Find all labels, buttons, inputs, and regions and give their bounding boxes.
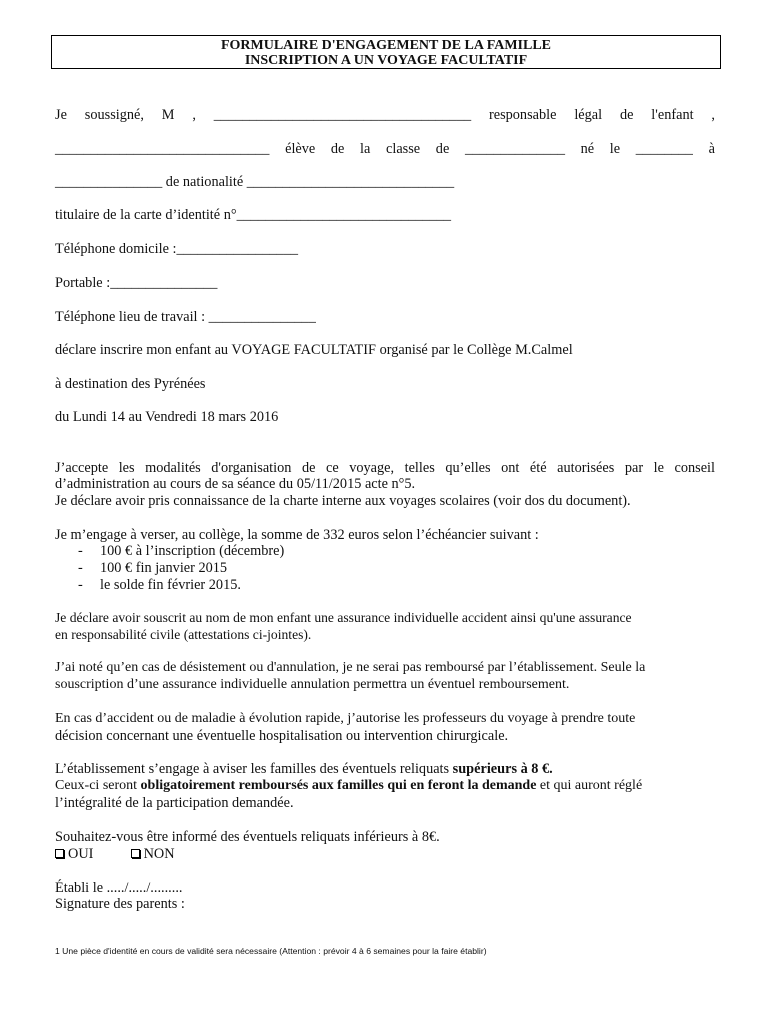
withdrawal-line-1: J’ai noté qu’en cas de désistement ou d'annulation, je ne serai pas remboursé par l’établissement. Seule la: [55, 660, 646, 675]
text-word: la: [360, 141, 371, 157]
option-no-label: NON: [143, 846, 175, 862]
text-word: ,: [192, 107, 196, 123]
text-word: classe: [386, 141, 421, 157]
list-dash: -: [78, 577, 83, 593]
payment-item-text: le solde fin février 2015.: [100, 577, 241, 593]
work-phone-line[interactable]: Téléphone lieu de travail : _______________: [55, 309, 316, 325]
text-word: de: [619, 107, 634, 123]
form-title-box: [51, 35, 721, 69]
option-yes-label: OUI: [68, 846, 94, 862]
accident-line-2: décision concernant une éventuelle hospitalisation ou intervention chirurgicale.: [55, 728, 509, 744]
text-word: M: [161, 107, 175, 123]
text-word: le: [609, 141, 621, 157]
payment-intro: Je m’engage à verser, au collège, la somme de 332 euros selon l’échéancier suivant :: [55, 527, 539, 543]
payment-item-text: 100 € à l’inscription (décembre): [100, 543, 285, 559]
id-card-line[interactable]: titulaire de la carte d’identité n°______________________________: [55, 207, 452, 223]
text-word: légal: [574, 107, 603, 123]
signature-line: Signature des parents :: [55, 896, 185, 912]
form-title: FORMULAIRE D'ENGAGEMENT DE LA FAMILLE: [220, 38, 552, 53]
refund-notice-line-2: [55, 778, 642, 794]
text-word: de: [330, 141, 345, 157]
refund-emphasis: obligatoirement remboursés aux familles qui en feront la demande: [140, 778, 537, 793]
withdrawal-line-2: souscription d’une assurance individuelle annulation permettra un éventuel remboursement.: [55, 677, 570, 692]
text-word: né: [580, 141, 595, 157]
refund-threshold: supérieurs à 8 €.: [452, 761, 553, 777]
refund-notice-line-3: l’intégralité de la participation demandée.: [55, 795, 294, 811]
text-word: Je: [55, 107, 67, 123]
nationality-line[interactable]: _______________ de nationalité _____________________________: [55, 174, 455, 190]
payment-item: [78, 543, 284, 559]
refund-text: L’établissement s’engage à aviser les familles des éventuels reliquats: [55, 761, 453, 777]
guardian-name-field[interactable]: ____________________________________: [213, 107, 472, 123]
list-dash: -: [78, 543, 83, 559]
text-word: à: [708, 141, 715, 157]
mobile-phone-line[interactable]: Portable :_______________: [55, 275, 218, 291]
text-word: responsable: [488, 107, 557, 123]
student-name-field[interactable]: ______________________________: [55, 141, 270, 157]
text-word: l'enfant: [651, 107, 694, 123]
guardian-name-line: [55, 107, 715, 123]
refund-text: Ceux-ci seront: [55, 778, 141, 793]
charter-line: Je déclare avoir pris connaissance de la charte interne aux voyages scolaires (voir dos du document).: [55, 493, 631, 509]
destination-line: à destination des Pyrénées: [55, 376, 206, 392]
checkbox-icon[interactable]: [131, 849, 140, 858]
wish-question: Souhaitez-vous être informé des éventuels reliquats inférieurs à 8€.: [55, 829, 440, 845]
home-phone-line[interactable]: Téléphone domicile :_________________: [55, 241, 299, 257]
checkbox-icon[interactable]: [55, 849, 64, 858]
payment-item: [78, 560, 227, 576]
payment-item: [78, 577, 241, 593]
refund-text: et qui auront réglé: [536, 778, 643, 793]
form-subtitle: INSCRIPTION A UN VOYAGE FACULTATIF: [244, 53, 528, 68]
text-word: de: [435, 141, 450, 157]
text-word: élève: [285, 141, 316, 157]
trip-dates-line: du Lundi 14 au Vendredi 18 mars 2016: [55, 409, 279, 425]
payment-item-text: 100 € fin janvier 2015: [100, 560, 228, 576]
accept-terms-line-2: d’administration au cours de sa séance du 05/11/2015 acte n°5.: [55, 476, 416, 492]
insurance-line-2: en responsabilité civile (attestations ci-jointes).: [55, 627, 312, 642]
list-dash: -: [78, 560, 83, 576]
accept-terms-line-1: [55, 460, 715, 476]
option-yes[interactable]: [55, 846, 93, 862]
yes-no-options: [55, 846, 175, 862]
class-field[interactable]: ______________: [464, 141, 566, 157]
text-word: ,: [711, 107, 715, 123]
birth-date-field[interactable]: ________: [635, 141, 693, 157]
accident-line-1: En cas d’accident ou de maladie à évolution rapide, j’autorise les professeurs du voyage à prendre toute: [55, 711, 636, 726]
text-word: soussigné,: [84, 107, 144, 123]
declaration-line: déclare inscrire mon enfant au VOYAGE FACULTATIF organisé par le Collège M.Calmel: [55, 342, 573, 358]
refund-notice-line-1: [55, 761, 553, 777]
accept-terms-text: J’accepte les modalités d'organisation de ce voyage, telles qu’elles ont été autorisées par le conseil: [55, 460, 715, 476]
footnote: 1 Une pièce d'identité en cours de validité sera nécessaire (Attention : prévoir 4 à 6 semaines pour la faire établir): [55, 946, 487, 956]
insurance-line-1: Je déclare avoir souscrit au nom de mon enfant une assurance individuelle accident ainsi qu'une assurance: [55, 610, 632, 625]
option-no[interactable]: [131, 846, 175, 862]
student-info-line: [55, 141, 715, 157]
established-date-line[interactable]: Établi le ...../...../.........: [55, 880, 183, 896]
